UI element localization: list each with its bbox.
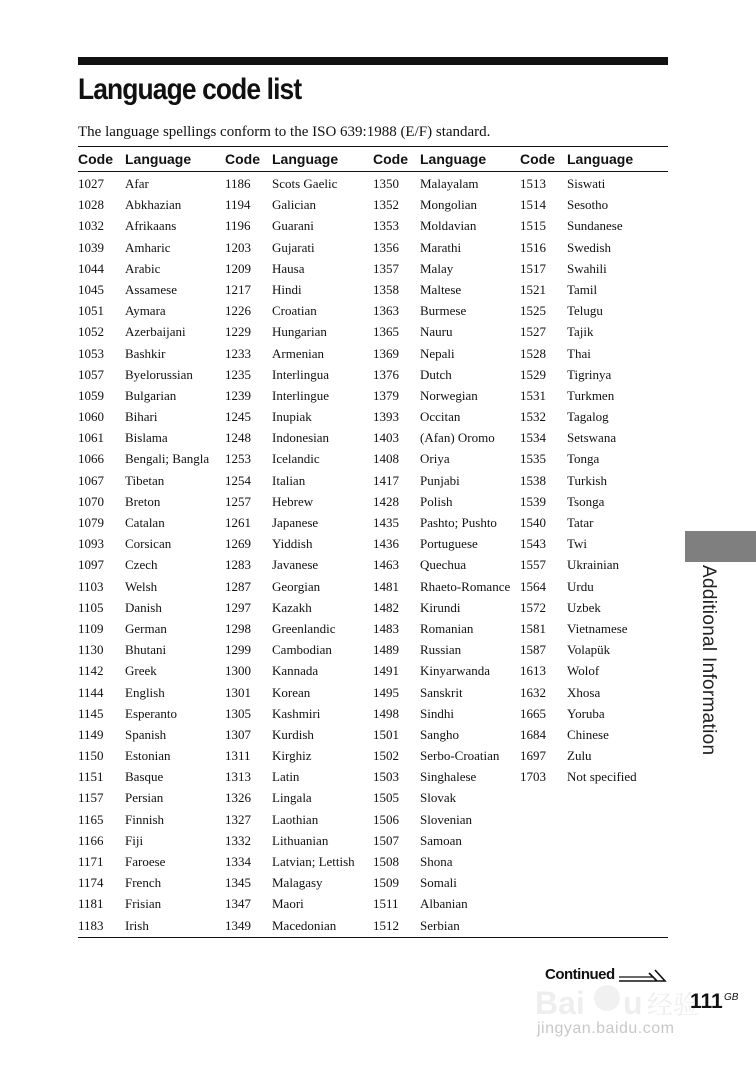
language-name: Tigrinya xyxy=(567,366,612,382)
language-name: Marathi xyxy=(420,239,462,255)
intro-text: The language spellings conform to the ISO 639:1988 (E/F) standard. xyxy=(78,124,491,140)
language-name: Rhaeto-Romance xyxy=(420,578,511,594)
language-code: 1393 xyxy=(373,409,399,425)
language-name: Urdu xyxy=(567,578,594,594)
language-name: Malagasy xyxy=(272,875,323,891)
language-name: Tsonga xyxy=(567,493,605,509)
language-code: 1245 xyxy=(225,409,251,425)
language-code: 1061 xyxy=(78,430,104,446)
language-code: 1697 xyxy=(520,748,546,764)
language-name: Pashto; Pushto xyxy=(420,515,497,530)
language-name: Lithuanian xyxy=(272,832,329,848)
language-name: Maltese xyxy=(420,281,462,297)
language-code: 1557 xyxy=(520,557,546,573)
language-name: Slovenian xyxy=(420,811,472,827)
language-code: 1181 xyxy=(78,896,104,912)
language-code: 1103 xyxy=(78,578,104,594)
language-name: Kirundi xyxy=(420,599,461,615)
language-name: Faroese xyxy=(125,854,166,869)
language-name: Hungarian xyxy=(272,324,327,340)
language-code: 1039 xyxy=(78,239,104,255)
language-code: 1326 xyxy=(225,790,251,806)
language-code: 1665 xyxy=(520,705,546,721)
language-name: Tamil xyxy=(567,281,598,297)
language-name: Armenian xyxy=(272,345,324,361)
language-code: 1511 xyxy=(373,896,399,912)
language-name: Latvian; Lettish xyxy=(272,854,355,869)
language-name: Bihari xyxy=(125,409,158,425)
table-header xyxy=(78,147,668,172)
language-code: 1166 xyxy=(78,832,104,848)
language-code: 1149 xyxy=(78,726,104,742)
language-name: Portuguese xyxy=(420,536,478,552)
section-side-label: Additional Information xyxy=(698,565,719,756)
language-code: 1027 xyxy=(78,176,104,191)
language-name: Guarani xyxy=(272,218,314,234)
language-code: 1097 xyxy=(78,557,104,573)
svg-text:u: u xyxy=(623,985,643,1021)
language-name: Icelandic xyxy=(272,451,320,467)
language-code: 1428 xyxy=(373,493,399,509)
language-name: Esperanto xyxy=(125,705,177,721)
page-number: 111 xyxy=(690,990,723,1013)
language-name: Nauru xyxy=(420,324,453,340)
language-code: 1287 xyxy=(225,578,251,594)
language-code: 1165 xyxy=(78,811,104,827)
header-language: Language xyxy=(272,151,339,167)
language-name: Indonesian xyxy=(272,430,330,446)
watermark-url: jingyan.baidu.com xyxy=(537,1020,675,1037)
language-name: Italian xyxy=(272,472,306,488)
language-code: 1403 xyxy=(373,430,399,446)
language-code: 1142 xyxy=(78,663,104,679)
language-name: Turkmen xyxy=(567,387,615,403)
header-code: Code xyxy=(520,151,555,167)
language-name: Azerbaijani xyxy=(125,324,186,340)
language-name: Irish xyxy=(125,917,149,933)
language-name: Thai xyxy=(567,345,591,361)
language-code: 1357 xyxy=(373,260,399,276)
language-code: 1066 xyxy=(78,451,104,467)
language-code: 1498 xyxy=(373,705,399,721)
language-code: 1105 xyxy=(78,599,104,615)
language-code: 1229 xyxy=(225,324,251,340)
language-name: Finnish xyxy=(125,811,165,827)
language-code: 1539 xyxy=(520,493,546,509)
language-code: 1150 xyxy=(78,748,104,764)
language-name: Ukrainian xyxy=(567,557,619,573)
language-code: 1311 xyxy=(225,748,251,764)
language-name: Hausa xyxy=(272,260,305,276)
language-code: 1345 xyxy=(225,875,251,891)
language-name: Volapük xyxy=(567,642,611,658)
language-name: Setswana xyxy=(567,430,617,446)
language-name: Yoruba xyxy=(567,705,605,721)
language-code: 1332 xyxy=(225,832,251,848)
language-name: Romanian xyxy=(420,620,474,636)
language-code: 1376 xyxy=(373,366,399,382)
language-name: Sundanese xyxy=(567,218,623,234)
language-code: 1540 xyxy=(520,515,546,530)
language-code: 1151 xyxy=(78,769,104,785)
language-name: Kazakh xyxy=(272,599,312,615)
language-code: 1032 xyxy=(78,218,104,234)
language-code: 1347 xyxy=(225,896,251,912)
header-language: Language xyxy=(125,151,192,167)
language-code: 1587 xyxy=(520,642,546,658)
language-name: Czech xyxy=(125,557,158,573)
language-name: Samoan xyxy=(420,832,462,848)
language-code: 1301 xyxy=(225,684,251,700)
language-name: Fiji xyxy=(125,832,144,848)
language-name: Moldavian xyxy=(420,218,477,234)
language-code: 1203 xyxy=(225,239,251,255)
language-code: 1334 xyxy=(225,854,251,869)
language-name: Siswati xyxy=(567,176,606,191)
language-name: (Afan) Oromo xyxy=(420,430,495,446)
language-code: 1483 xyxy=(373,620,399,636)
language-name: Abkhazian xyxy=(125,197,182,213)
language-code: 1543 xyxy=(520,536,546,552)
language-name: Amharic xyxy=(125,239,171,255)
language-name: Tatar xyxy=(567,515,594,530)
language-code: 1531 xyxy=(520,387,546,403)
language-code: 1079 xyxy=(78,515,104,530)
language-code: 1581 xyxy=(520,620,546,636)
language-code: 1365 xyxy=(373,324,399,340)
language-name: Oriya xyxy=(420,451,450,467)
language-code: 1516 xyxy=(520,239,546,255)
language-code: 1239 xyxy=(225,387,251,403)
language-code: 1535 xyxy=(520,451,546,467)
language-code: 1508 xyxy=(373,854,399,869)
language-code: 1369 xyxy=(373,345,399,361)
language-code: 1525 xyxy=(520,303,546,319)
language-code: 1379 xyxy=(373,387,399,403)
language-name: Latin xyxy=(272,769,300,785)
language-name: Not specified xyxy=(567,769,637,785)
language-name: Kashmiri xyxy=(272,705,321,721)
language-name: Kannada xyxy=(272,663,319,679)
language-name: Bengali; Bangla xyxy=(125,451,210,467)
language-code: 1358 xyxy=(373,281,399,297)
page-title: Language code list xyxy=(78,73,302,106)
language-name: Scots Gaelic xyxy=(272,176,338,191)
language-code: 1059 xyxy=(78,387,104,403)
language-code: 1261 xyxy=(225,515,251,530)
language-code: 1157 xyxy=(78,790,104,806)
language-code: 1512 xyxy=(373,917,399,933)
language-name: Russian xyxy=(420,642,462,658)
language-name: Sesotho xyxy=(567,197,609,213)
language-name: Swedish xyxy=(567,239,612,255)
language-code: 1171 xyxy=(78,854,104,869)
language-name: Tibetan xyxy=(125,472,165,488)
language-name: Slovak xyxy=(420,790,457,806)
language-name: Quechua xyxy=(420,557,467,573)
language-name: Laothian xyxy=(272,811,319,827)
language-name: Kirghiz xyxy=(272,748,312,764)
table-body xyxy=(78,172,668,938)
language-name: Persian xyxy=(125,790,164,806)
language-name: Tonga xyxy=(567,451,600,467)
language-name: Turkish xyxy=(567,472,607,488)
language-name: Bulgarian xyxy=(125,387,177,403)
language-code: 1313 xyxy=(225,769,251,785)
language-name: Afar xyxy=(125,176,149,191)
language-code: 1352 xyxy=(373,197,399,213)
language-code: 1307 xyxy=(225,726,251,742)
language-code: 1130 xyxy=(78,642,104,658)
language-name: Chinese xyxy=(567,726,609,742)
language-name: Kurdish xyxy=(272,726,314,742)
language-name: Gujarati xyxy=(272,239,315,255)
language-name: Somali xyxy=(420,875,457,891)
language-name: Sangho xyxy=(420,726,459,742)
language-code: 1509 xyxy=(373,875,399,891)
language-name: Punjabi xyxy=(420,472,460,488)
language-code: 1514 xyxy=(520,197,546,213)
language-name: Byelorussian xyxy=(125,366,193,382)
language-name: Georgian xyxy=(272,578,321,594)
language-name: Vietnamese xyxy=(567,620,628,636)
language-code: 1491 xyxy=(373,663,399,679)
language-name: Xhosa xyxy=(567,684,601,700)
language-code: 1363 xyxy=(373,303,399,319)
language-code: 1254 xyxy=(225,472,251,488)
language-code: 1502 xyxy=(373,748,399,764)
language-code: 1572 xyxy=(520,599,546,615)
language-name: Wolof xyxy=(567,663,600,679)
language-code: 1093 xyxy=(78,536,104,552)
language-name: Occitan xyxy=(420,409,461,425)
language-code: 1408 xyxy=(373,451,399,467)
language-code: 1209 xyxy=(225,260,251,276)
language-name: Serbo-Croatian xyxy=(420,748,500,764)
language-name: Interlingua xyxy=(272,366,330,382)
language-code: 1482 xyxy=(373,599,399,615)
language-code: 1297 xyxy=(225,599,251,615)
language-code: 1217 xyxy=(225,281,251,297)
language-code: 1506 xyxy=(373,811,399,827)
language-name: Catalan xyxy=(125,515,165,530)
language-code: 1060 xyxy=(78,409,104,425)
language-code: 1495 xyxy=(373,684,399,700)
language-code: 1248 xyxy=(225,430,251,446)
language-name: Japanese xyxy=(272,515,319,530)
language-code: 1613 xyxy=(520,663,546,679)
language-name: Greek xyxy=(125,663,157,679)
language-code: 1051 xyxy=(78,303,104,319)
language-name: Malayalam xyxy=(420,176,479,191)
language-name: Zulu xyxy=(567,748,592,764)
language-code: 1070 xyxy=(78,493,104,509)
language-code: 1527 xyxy=(520,324,546,340)
language-name: Assamese xyxy=(125,281,177,297)
language-code: 1350 xyxy=(373,176,399,191)
language-code: 1028 xyxy=(78,197,104,213)
language-name: Bislama xyxy=(125,430,168,446)
language-name: Norwegian xyxy=(420,387,478,403)
language-code: 1632 xyxy=(520,684,546,700)
language-name: Frisian xyxy=(125,896,162,912)
language-name: French xyxy=(125,875,162,891)
header-language: Language xyxy=(420,151,487,167)
top-rule xyxy=(78,57,668,65)
language-code: 1463 xyxy=(373,557,399,573)
language-code: 1521 xyxy=(520,281,546,297)
language-code: 1052 xyxy=(78,324,104,340)
language-code: 1356 xyxy=(373,239,399,255)
language-code: 1532 xyxy=(520,409,546,425)
language-code: 1269 xyxy=(225,536,251,552)
language-code: 1489 xyxy=(373,642,399,658)
svg-text:经验: 经验 xyxy=(647,991,700,1021)
language-code: 1186 xyxy=(225,176,251,191)
language-code: 1515 xyxy=(520,218,546,234)
language-code: 1564 xyxy=(520,578,546,594)
language-name: Greenlandic xyxy=(272,620,336,636)
language-code: 1299 xyxy=(225,642,251,658)
language-code-table xyxy=(78,146,668,938)
language-name: Albanian xyxy=(420,896,468,912)
language-name: Aymara xyxy=(125,303,166,319)
language-code: 1501 xyxy=(373,726,399,742)
language-name: Afrikaans xyxy=(125,218,177,234)
language-name: Yiddish xyxy=(272,536,313,552)
language-code: 1144 xyxy=(78,684,104,700)
language-code: 1067 xyxy=(78,472,104,488)
language-code: 1305 xyxy=(225,705,251,721)
language-name: Spanish xyxy=(125,726,167,742)
language-name: Kinyarwanda xyxy=(420,663,491,679)
language-name: Basque xyxy=(125,769,164,785)
language-code: 1505 xyxy=(373,790,399,806)
language-name: Burmese xyxy=(420,303,467,319)
language-code: 1253 xyxy=(225,451,251,467)
language-code: 1196 xyxy=(225,218,251,234)
header-language: Language xyxy=(567,151,634,167)
language-name: Polish xyxy=(420,493,453,509)
language-name: Mongolian xyxy=(420,197,478,213)
language-code: 1534 xyxy=(520,430,546,446)
language-code: 1174 xyxy=(78,875,104,891)
language-name: Hindi xyxy=(272,281,302,297)
language-name: Danish xyxy=(125,599,162,615)
language-name: Maori xyxy=(272,896,304,912)
language-name: Nepali xyxy=(420,345,455,361)
language-code: 1684 xyxy=(520,726,546,742)
header-code: Code xyxy=(78,151,113,167)
language-code: 1513 xyxy=(520,176,546,191)
language-name: Uzbek xyxy=(567,599,601,615)
language-name: Twi xyxy=(567,536,588,552)
language-name: Bhutani xyxy=(125,642,167,658)
language-name: Croatian xyxy=(272,303,317,319)
language-name: Interlingue xyxy=(272,387,330,403)
language-code: 1057 xyxy=(78,366,104,382)
language-code: 1435 xyxy=(373,515,399,530)
language-name: Lingala xyxy=(272,790,312,806)
language-name: Shona xyxy=(420,854,453,869)
language-code: 1053 xyxy=(78,345,104,361)
language-code: 1528 xyxy=(520,345,546,361)
language-name: Estonian xyxy=(125,748,171,764)
continued-label: Continued xyxy=(545,966,615,983)
language-code: 1298 xyxy=(225,620,251,636)
svg-text:Bai: Bai xyxy=(535,985,585,1021)
language-code: 1233 xyxy=(225,345,251,361)
language-name: Corsican xyxy=(125,536,172,552)
language-code: 1183 xyxy=(78,917,104,933)
language-name: Inupiak xyxy=(272,409,312,425)
language-code: 1503 xyxy=(373,769,399,785)
language-name: Javanese xyxy=(272,557,319,573)
language-name: Swahili xyxy=(567,260,607,276)
language-code: 1703 xyxy=(520,769,546,785)
language-name: Malay xyxy=(420,260,454,276)
language-name: Macedonian xyxy=(272,917,337,933)
language-code: 1481 xyxy=(373,578,399,594)
language-code: 1045 xyxy=(78,281,104,297)
language-code: 1235 xyxy=(225,366,251,382)
language-name: German xyxy=(125,620,167,636)
language-name: Welsh xyxy=(125,578,158,594)
language-name: Dutch xyxy=(420,366,452,382)
header-code: Code xyxy=(373,151,408,167)
language-name: Tajik xyxy=(567,324,594,340)
language-code: 1300 xyxy=(225,663,251,679)
language-name: Singhalese xyxy=(420,769,477,785)
header-code: Code xyxy=(225,151,260,167)
language-name: English xyxy=(125,684,165,700)
language-code: 1349 xyxy=(225,917,251,933)
page-suffix: GB xyxy=(724,992,739,1003)
language-name: Serbian xyxy=(420,917,460,933)
language-name: Tagalog xyxy=(567,409,609,425)
language-name: Arabic xyxy=(125,260,161,276)
language-code: 1283 xyxy=(225,557,251,573)
language-code: 1109 xyxy=(78,620,104,636)
language-code: 1436 xyxy=(373,536,399,552)
language-name: Galician xyxy=(272,197,317,213)
language-name: Breton xyxy=(125,493,161,509)
language-code: 1507 xyxy=(373,832,399,848)
section-tab-marker xyxy=(685,531,756,562)
language-code: 1145 xyxy=(78,705,104,721)
language-code: 1529 xyxy=(520,366,546,382)
language-name: Sanskrit xyxy=(420,684,463,700)
language-code: 1353 xyxy=(373,218,399,234)
language-name: Sindhi xyxy=(420,705,454,721)
language-code: 1538 xyxy=(520,472,546,488)
language-name: Bashkir xyxy=(125,345,166,361)
language-name: Hebrew xyxy=(272,493,314,509)
language-code: 1517 xyxy=(520,260,546,276)
language-code: 1044 xyxy=(78,260,104,276)
language-name: Korean xyxy=(272,684,311,700)
language-name: Cambodian xyxy=(272,642,332,658)
language-code: 1226 xyxy=(225,303,251,319)
language-code: 1417 xyxy=(373,472,399,488)
language-code: 1327 xyxy=(225,811,251,827)
language-code: 1194 xyxy=(225,197,251,213)
language-name: Telugu xyxy=(567,303,603,319)
language-code: 1257 xyxy=(225,493,251,509)
